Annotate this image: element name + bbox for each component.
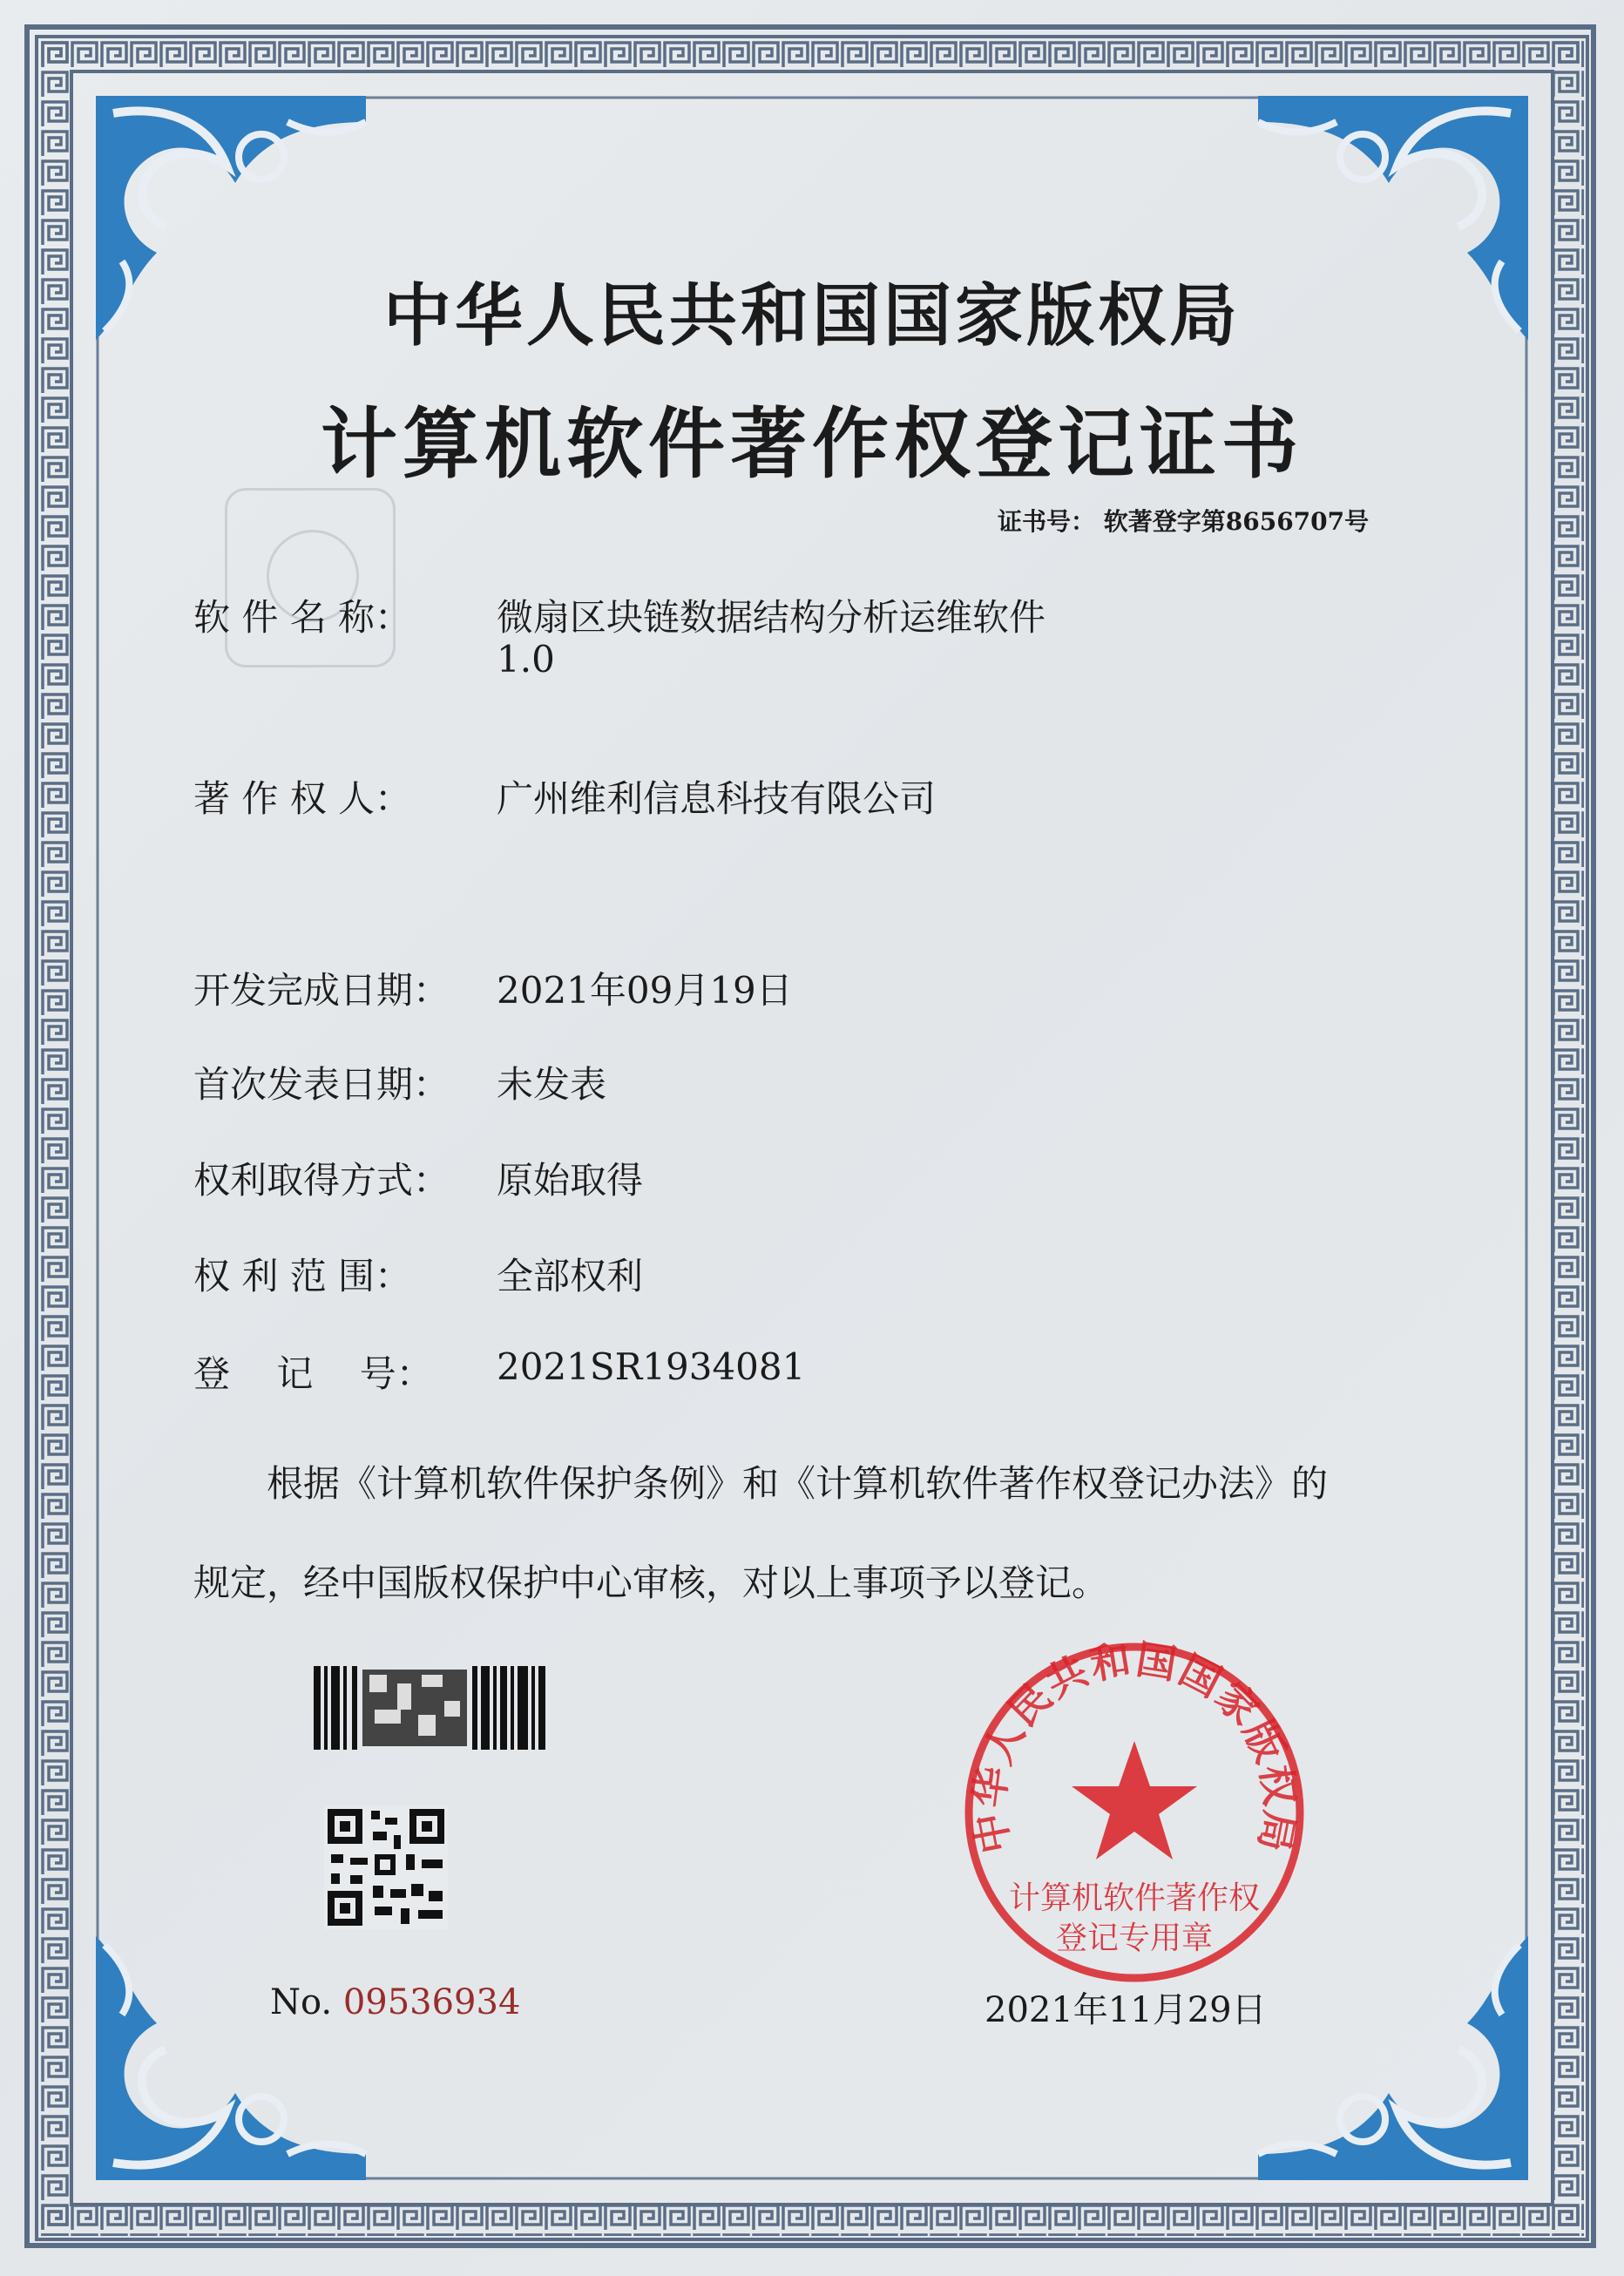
star-icon bbox=[1072, 1741, 1197, 1859]
field-value-completion-date: 2021年09月19日 bbox=[497, 969, 793, 1012]
field-value-software-name: 微扇区块链数据结构分析运维软件 bbox=[497, 596, 1046, 639]
official-seal bbox=[960, 1638, 1309, 1987]
field-value-rights-scope: 全部权利 bbox=[497, 1255, 644, 1297]
seal-outer-text: 中华人民共和国国家版权局 bbox=[964, 1638, 1304, 1858]
certificate-number: 证书号： 软著登字第8656707号 bbox=[998, 507, 1370, 536]
issue-date: 2021年11月29日 bbox=[985, 1990, 1267, 2030]
certificate-title: 计算机软件著作权登记证书 bbox=[320, 398, 1303, 489]
serial-number-label: No. bbox=[270, 1982, 333, 2022]
barcode-icon bbox=[314, 1666, 551, 1750]
field-label-rights-scope: 权 利 范 围： bbox=[193, 1255, 412, 1297]
field-label-completion-date: 开发完成日期： bbox=[193, 969, 450, 1012]
field-label-copyright-owner: 著 作 权 人： bbox=[193, 777, 412, 820]
field-value-acquisition-method: 原始取得 bbox=[497, 1159, 644, 1202]
agency-title: 中华人民共和国国家版权局 bbox=[382, 276, 1241, 356]
statement-line-1: 根据《计算机软件保护条例》和《计算机软件著作权登记办法》的 bbox=[267, 1462, 1329, 1505]
field-value-registration-number: 2021SR1934081 bbox=[497, 1345, 806, 1388]
statement-line-2: 规定，经中国版权保护中心审核，对以上事项予以登记。 bbox=[193, 1561, 1109, 1604]
field-label-acquisition-method: 权利取得方式： bbox=[193, 1159, 450, 1202]
serial-number-value: 09536934 bbox=[342, 1982, 521, 2022]
corner-ornament-icon bbox=[87, 1927, 375, 2189]
field-label-publication-date: 首次发表日期： bbox=[193, 1063, 450, 1106]
field-value-publication-date: 未发表 bbox=[497, 1063, 607, 1106]
field-label-software-name: 软 件 名 称： bbox=[193, 596, 412, 639]
seal-inner-line-1: 计算机软件著作权 bbox=[1008, 1880, 1261, 1916]
serial-number bbox=[270, 1982, 520, 2022]
field-value-software-version: 1.0 bbox=[497, 638, 555, 681]
field-value-copyright-owner: 广州维利信息科技有限公司 bbox=[497, 777, 937, 820]
qr-code-icon bbox=[324, 1805, 448, 1929]
field-label-registration-number: 登 记 号： bbox=[193, 1352, 433, 1395]
seal-inner-line-2: 登记专用章 bbox=[1055, 1920, 1214, 1956]
